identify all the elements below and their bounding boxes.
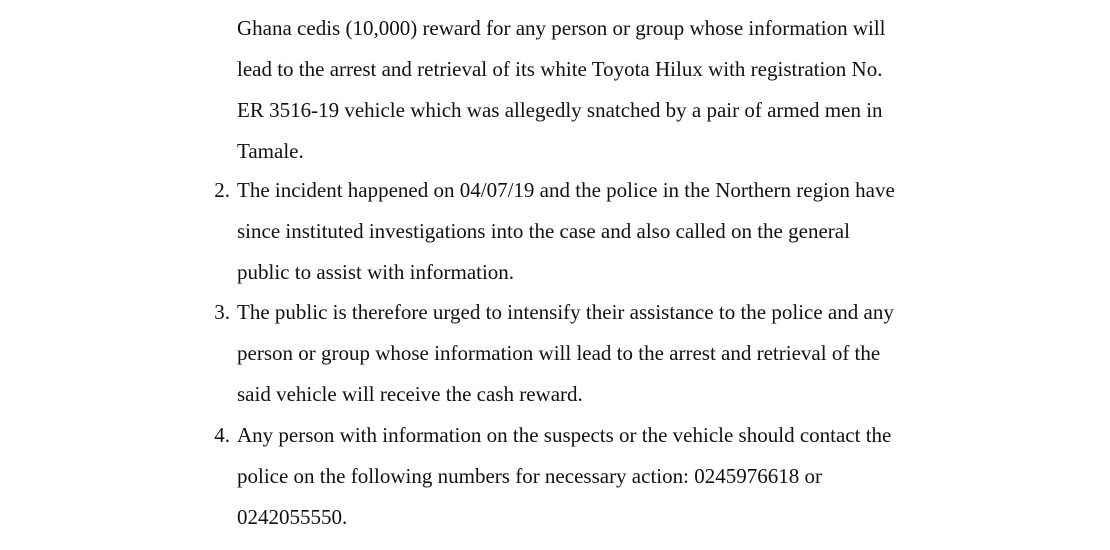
paragraph-2-number: 2.	[214, 178, 230, 202]
paragraph-3-body	[237, 292, 1017, 415]
paragraph-4-line-3: 0242055550.	[237, 505, 348, 529]
paragraph-2-body	[237, 170, 1017, 293]
paragraph-3-line-3: said vehicle will receive the cash reward.	[237, 382, 583, 406]
paragraph-4-line-2: police on the following numbers for necessary action: 0245976618 or	[237, 464, 822, 488]
paragraph-2-line-1: The incident happened on 04/07/19 and the police in the Northern region have	[237, 178, 895, 202]
paragraph-1-line-4: Tamale.	[237, 139, 304, 163]
paragraph-1-body	[237, 8, 1017, 172]
paragraph-1-line-2: lead to the arrest and retrieval of its white Toyota Hilux with registration No.	[237, 57, 883, 81]
paragraph-3-line-1: The public is therefore urged to intensify their assistance to the police and any	[237, 300, 894, 324]
paragraph-3-number: 3.	[214, 300, 230, 324]
paragraph-4-number: 4.	[214, 423, 230, 447]
paragraph-2-line-2: since instituted investigations into the case and also called on the general	[237, 219, 850, 243]
paragraph-1-line-3: ER 3516-19 vehicle which was allegedly snatched by a pair of armed men in	[237, 98, 883, 122]
paragraph-4-body	[237, 415, 1017, 538]
paragraph-1-line-1: Ghana cedis (10,000) reward for any person or group whose information will	[237, 16, 886, 40]
paragraph-4-line-1: Any person with information on the suspects or the vehicle should contact the	[237, 423, 892, 447]
paragraph-3-line-2: person or group whose information will lead to the arrest and retrieval of the	[237, 341, 881, 365]
paragraph-2-line-3: public to assist with information.	[237, 260, 515, 284]
